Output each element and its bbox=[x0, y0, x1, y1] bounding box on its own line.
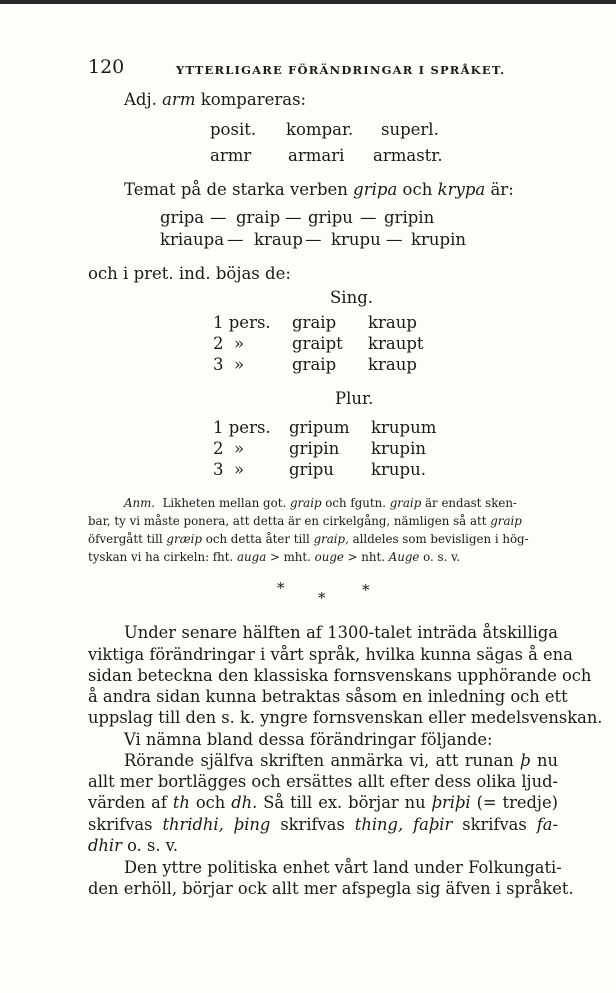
note-word: graip, bbox=[313, 532, 349, 546]
section-star: * bbox=[362, 581, 370, 599]
text-line: å andra sidan kunna betraktas såsom en inledning och ett bbox=[88, 687, 568, 706]
adj-intro-text: Adj. bbox=[124, 90, 157, 109]
text: o. s. v. bbox=[127, 836, 179, 855]
adj-form-posit: armr bbox=[210, 146, 252, 165]
example-word: thing, bbox=[354, 815, 404, 834]
form-gripa: graip bbox=[292, 313, 337, 332]
note-line-3 bbox=[88, 530, 529, 548]
person-label: 3 » bbox=[213, 460, 245, 479]
note-word: graip bbox=[490, 514, 522, 528]
form-gripa: gripu bbox=[289, 460, 334, 479]
text: värden af bbox=[88, 793, 167, 812]
text-line: Den yttre politiska enhet vårt land under Folkungati- bbox=[124, 858, 562, 877]
note-label: Anm. bbox=[124, 496, 156, 510]
adj-intro bbox=[124, 89, 306, 111]
text-line: allt mer bortlägges och ersättes allt efter dess olika ljud- bbox=[88, 772, 558, 791]
verb-form: gripu bbox=[308, 208, 353, 227]
text: skrifvas bbox=[462, 815, 527, 834]
text: Rörande själfva skriften anmärka vi, att runan bbox=[124, 751, 514, 770]
text-line bbox=[88, 815, 558, 834]
note-text: och fgutn. bbox=[325, 496, 386, 510]
note-text: är endast sken- bbox=[425, 496, 517, 510]
form-krypa: krupin bbox=[371, 439, 426, 458]
adj-intro-text-end: kompareras: bbox=[200, 90, 307, 109]
section-star: * bbox=[277, 579, 285, 597]
note-text: öfvergått till bbox=[88, 532, 163, 546]
dash: — bbox=[360, 208, 377, 227]
form-gripa: graipt bbox=[292, 334, 343, 353]
note-word: graip bbox=[289, 496, 322, 510]
person-label: 1 pers. bbox=[213, 313, 271, 332]
verb-form: kraup bbox=[254, 230, 303, 249]
person-label: 3 » bbox=[213, 355, 245, 374]
note-word: graip bbox=[389, 496, 422, 510]
verbs-intro-och: och bbox=[402, 180, 433, 199]
example-word: þing bbox=[233, 815, 271, 834]
verb-form: gripin bbox=[384, 208, 435, 227]
note-text: tyskan vi ha cirkeln: fht. bbox=[88, 550, 234, 564]
note-text: > nht. bbox=[347, 550, 385, 564]
section-star: * bbox=[318, 589, 326, 607]
note-text: bar, ty vi måste ponera, att detta är en cirkelgång, nämligen så att bbox=[88, 514, 487, 528]
verbs-intro-end: är: bbox=[490, 180, 514, 199]
form-krypa: kraup bbox=[368, 313, 417, 332]
example-word: thridhi, bbox=[162, 815, 224, 834]
adj-intro-word: arm bbox=[162, 90, 196, 109]
text: nu bbox=[537, 751, 558, 770]
rune-thorn: þ bbox=[520, 751, 531, 770]
top-rule bbox=[0, 0, 616, 4]
verbs-word-gripa: gripa bbox=[353, 180, 398, 199]
form-gripa: gripum bbox=[289, 418, 350, 437]
note-word: auga bbox=[237, 550, 267, 564]
plur-label: Plur. bbox=[335, 389, 374, 408]
form-gripa: graip bbox=[292, 355, 337, 374]
adj-form-kompar: armari bbox=[288, 146, 345, 165]
note-line-2 bbox=[88, 512, 522, 530]
note-line-1 bbox=[124, 494, 517, 512]
adj-head-kompar: kompar. bbox=[286, 120, 354, 139]
dash: — bbox=[285, 208, 302, 227]
text-line bbox=[124, 751, 558, 770]
verb-form: kriaupa bbox=[160, 230, 225, 249]
text-line bbox=[88, 836, 558, 855]
running-title: YTTERLIGARE FÖRÄNDRINGAR I SPRÅKET. bbox=[176, 63, 506, 77]
person-label: 2 » bbox=[213, 439, 245, 458]
example-word: dhir bbox=[88, 836, 122, 855]
dash: — bbox=[305, 230, 322, 249]
example-word: dh. bbox=[231, 793, 258, 812]
example-word: þriþi bbox=[431, 793, 471, 812]
verb-form: gripa bbox=[160, 208, 205, 227]
adj-head-posit: posit. bbox=[210, 120, 257, 139]
dash: — bbox=[210, 208, 227, 227]
text: skrifvas bbox=[88, 815, 153, 834]
verb-form: krupu bbox=[331, 230, 381, 249]
note-text: och detta åter till bbox=[205, 532, 310, 546]
text-line: uppslag till den s. k. yngre fornsvenskan eller medelsvenskan. bbox=[88, 708, 603, 727]
text-line: viktiga förändringar i vårt språk, hvilka kunna sägas å ena bbox=[88, 645, 573, 664]
note-text: Likheten mellan got. bbox=[162, 496, 287, 510]
note-text: alldeles som bevisligen i hög- bbox=[352, 532, 529, 546]
form-gripa: gripin bbox=[289, 439, 340, 458]
sing-label: Sing. bbox=[330, 288, 374, 307]
note-word: græip bbox=[166, 532, 202, 546]
verbs-word-krypa: krypa bbox=[437, 180, 486, 199]
text-line: Under senare hälften af 1300-talet inträda åtskilliga bbox=[124, 623, 558, 642]
text: (= tredje) bbox=[476, 793, 558, 812]
verb-form: krupin bbox=[411, 230, 466, 249]
text-line: den erhöll, börjar ock allt mer afspegla sig äfven i språket. bbox=[88, 879, 574, 898]
note-word: ouge bbox=[314, 550, 344, 564]
text-line bbox=[88, 793, 558, 812]
form-krypa: krupum bbox=[371, 418, 437, 437]
dash: — bbox=[386, 230, 403, 249]
note-word: Auge bbox=[388, 550, 420, 564]
person-label: 1 pers. bbox=[213, 418, 271, 437]
text: skrifvas bbox=[280, 815, 345, 834]
form-krypa: krupu. bbox=[371, 460, 426, 479]
verbs-intro bbox=[124, 179, 514, 201]
example-word: fa- bbox=[536, 815, 558, 834]
verbs-intro-text: Temat på de starka verben bbox=[124, 180, 348, 199]
form-krypa: kraup bbox=[368, 355, 417, 374]
note-text: > mht. bbox=[269, 550, 311, 564]
text-line: sidan beteckna den klassiska fornsvenskans upphörande och bbox=[88, 666, 592, 685]
verb-form: graip bbox=[236, 208, 281, 227]
form-krypa: kraupt bbox=[368, 334, 424, 353]
note-text: o. s. v. bbox=[423, 550, 461, 564]
adj-form-superl: armastr. bbox=[373, 146, 443, 165]
text: och bbox=[195, 793, 226, 812]
pret-intro: och i pret. ind. böjas de: bbox=[88, 264, 291, 283]
example-word: faþir bbox=[413, 815, 453, 834]
text: Så till ex. börjar nu bbox=[263, 793, 426, 812]
person-label: 2 » bbox=[213, 334, 245, 353]
paragraph-2: Vi nämna bland dessa förändringar följande: bbox=[124, 730, 493, 749]
dash: — bbox=[227, 230, 244, 249]
page-number: 120 bbox=[88, 56, 125, 78]
example-word: th bbox=[172, 793, 190, 812]
note-line-4 bbox=[88, 548, 460, 566]
adj-head-superl: superl. bbox=[381, 120, 439, 139]
